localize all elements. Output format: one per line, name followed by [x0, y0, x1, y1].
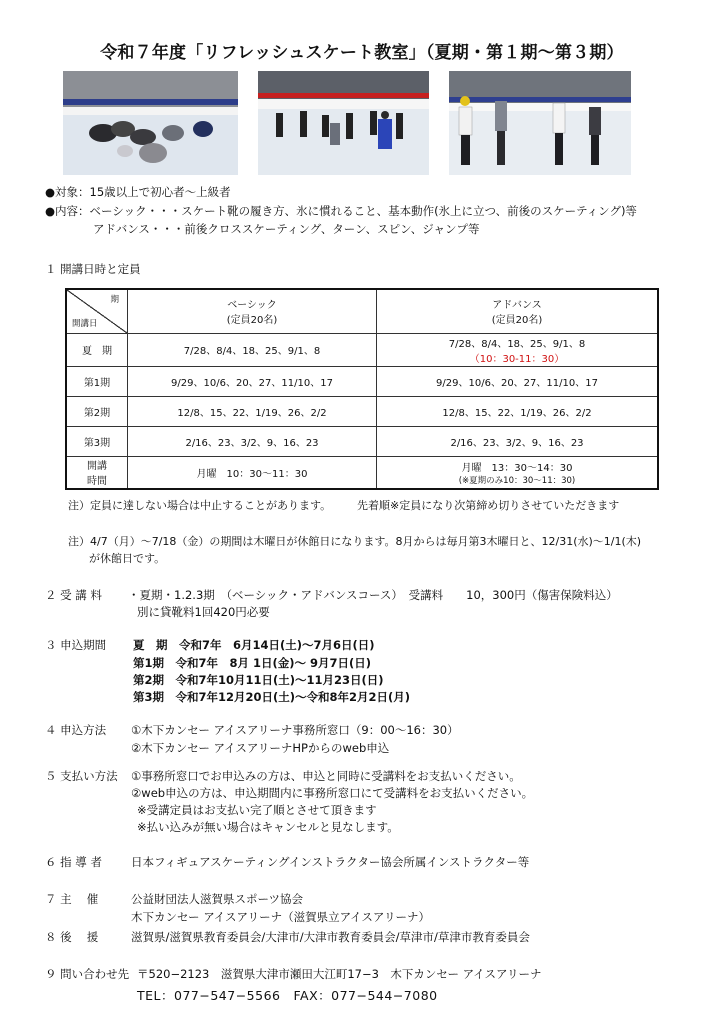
row-basic-dates: 7/28、8/4、18、25、9/1、8: [128, 333, 377, 366]
contact-address: 〒520−2123 滋賀県大津市瀬田大江町17−3 木下カンセー アイスアリーナ: [137, 967, 542, 981]
row-advance-dates: 9/29、10/6、20、27、11/10、17: [377, 366, 659, 396]
header-basic-label: ベーシック: [227, 300, 277, 312]
organizer-label: ７ 主 催: [45, 892, 99, 906]
method-line-2: ②木下カンセー アイスアリーナHPからのweb申込: [131, 741, 390, 755]
row-basic-dates: 12/8、15、22、1/19、26、2/2: [128, 396, 377, 426]
section-schedule-heading: １ 開講日時と定員: [45, 262, 141, 276]
period-row-3: 第3期 令和7年12月20日(土)〜令和8年2月2日(月): [133, 690, 411, 704]
group-skating-photo: [258, 71, 429, 175]
organizer-line-1: 公益財団法人滋賀県スポーツ協会: [131, 892, 304, 906]
payment-line-3: ※受講定員はお支払い完了順とさせて頂きます: [137, 803, 377, 817]
note-first-come: 先着順※定員になり次第締め切りさせていただきます: [357, 499, 620, 512]
note-closed-days-cont: が休館日です。: [89, 552, 166, 565]
period-label: ３ 申込期間: [45, 638, 107, 652]
basic-time: 月曜 10：30〜11：30: [128, 456, 377, 489]
support-label: ８ 後 援: [45, 930, 99, 944]
row-basic-dates: 9/29、10/6、20、27、11/10、17: [128, 366, 377, 396]
table-row: [66, 366, 658, 396]
corner-top-label: 期: [110, 295, 119, 305]
skaters-stretching-photo: [63, 71, 238, 175]
target-line: ●対象：15歳以上で初心者〜上級者: [45, 185, 231, 199]
row-advance-dates-text: 7/28、8/4、18、25、9/1、8: [448, 338, 586, 350]
method-line-1: ①木下カンセー アイスアリーナ事務所窓口（9：00〜16：30）: [131, 723, 459, 737]
row-label: 第2期: [66, 396, 128, 426]
advance-time: [377, 456, 659, 489]
period-row-summer: 夏 期 令和7年 6月14日(土)〜7月6日(日): [133, 638, 375, 652]
payment-line-2: ②web申込の方は、申込期間内に事務所窓口にて受講料をお支払いください。: [131, 786, 534, 800]
header-advance-label: アドバンス: [492, 300, 542, 312]
method-label: ４ 申込方法: [45, 723, 107, 737]
table-row: [66, 426, 658, 456]
payment-line-4: ※払い込みが無い場合はキャンセルと見なします。: [137, 820, 399, 834]
organizer-line-2: 木下カンセー アイスアリーナ（滋賀県立アイスアリーナ）: [131, 910, 430, 924]
row-label: 第3期: [66, 426, 128, 456]
support-text: 滋賀県/滋賀県教育委員会/大津市/大津市教育委員会/草津市/草津市教育委員会: [131, 930, 530, 944]
contact-label: ９ 問い合わせ先: [45, 967, 130, 981]
table-row-time: [66, 456, 658, 489]
content-line-advance: アドバンス・・・前後クロススケーティング、ターン、スピン、ジャンプ等: [93, 222, 480, 236]
period-row-2: 第2期 令和7年10月11日(土)〜11月23日(日): [133, 673, 384, 687]
fee-label: ２ 受 講 料: [45, 588, 102, 602]
header-basic: [128, 289, 377, 333]
header-advance: [377, 289, 659, 333]
instructor-label: ６ 指 導 者: [45, 855, 102, 869]
table-row: [66, 396, 658, 426]
row-advance-dates: 12/8、15、22、1/19、26、2/2: [377, 396, 659, 426]
table-corner-cell: [66, 289, 128, 333]
table-row: [66, 333, 658, 366]
row-advance-dates: [377, 333, 659, 366]
payment-line-1: ①事務所窓口でお申込みの方は、申込と同時に受講料をお支払いください。: [131, 769, 521, 783]
advance-time-note: (※夏期のみ10：30〜11：30): [458, 475, 576, 486]
time-row-label: [66, 456, 128, 489]
corner-bottom-label: 開講日: [72, 318, 98, 329]
fee-line-2: 別に貸靴料1回420円必要: [137, 605, 270, 619]
row-basic-dates: 2/16、23、3/2、9、16、23: [128, 426, 377, 456]
time-label-1: 開講: [87, 461, 107, 473]
advance-time-text: 月曜 13：30〜14：30: [461, 462, 573, 474]
instructor-text: 日本フィギュアスケーティングインストラクター協会所属インストラクター等: [131, 855, 530, 869]
contact-phone: TEL：077−547−5566 FAX：077−544−7080: [137, 988, 438, 1003]
payment-label: ５ 支払い方法: [45, 769, 118, 783]
content-line-basic: ●内容：ベーシック・・・スケート靴の履き方、氷に慣れること、基本動作(氷上に立つ、前後のスケーティング)等: [45, 204, 637, 218]
note-closed-days: 注）4/7（月）〜7/18（金）の期間は木曜日が休館日になります。8月からは毎月第3木曜日と、12/31(水)〜1/1(木): [68, 535, 642, 548]
note-cancel: 注）定員に達しない場合は中止することがあります。: [68, 499, 332, 512]
schedule-table: [65, 288, 659, 490]
fee-line-1: ・夏期・1.2.3期 （ベーシック・アドバンスコース） 受講料 10，300円（傷害保険料込）: [128, 588, 618, 602]
time-label-2: 時間: [87, 476, 107, 488]
period-row-1: 第1期 令和7年 8月 1日(金)〜 9月7日(日): [133, 656, 372, 670]
row-label: 第1期: [66, 366, 128, 396]
skaters-gliding-photo: [449, 71, 631, 175]
row-label: 夏 期: [66, 333, 128, 366]
header-advance-capacity: (定員20名): [491, 315, 543, 327]
row-advance-dates: 2/16、23、3/2、9、16、23: [377, 426, 659, 456]
page-title: 令和７年度「リフレッシュスケート教室」（夏期・第１期〜第３期）: [100, 43, 624, 63]
header-basic-capacity: (定員20名): [226, 315, 278, 327]
row-advance-time-note: （10：30-11：30）: [469, 353, 565, 365]
